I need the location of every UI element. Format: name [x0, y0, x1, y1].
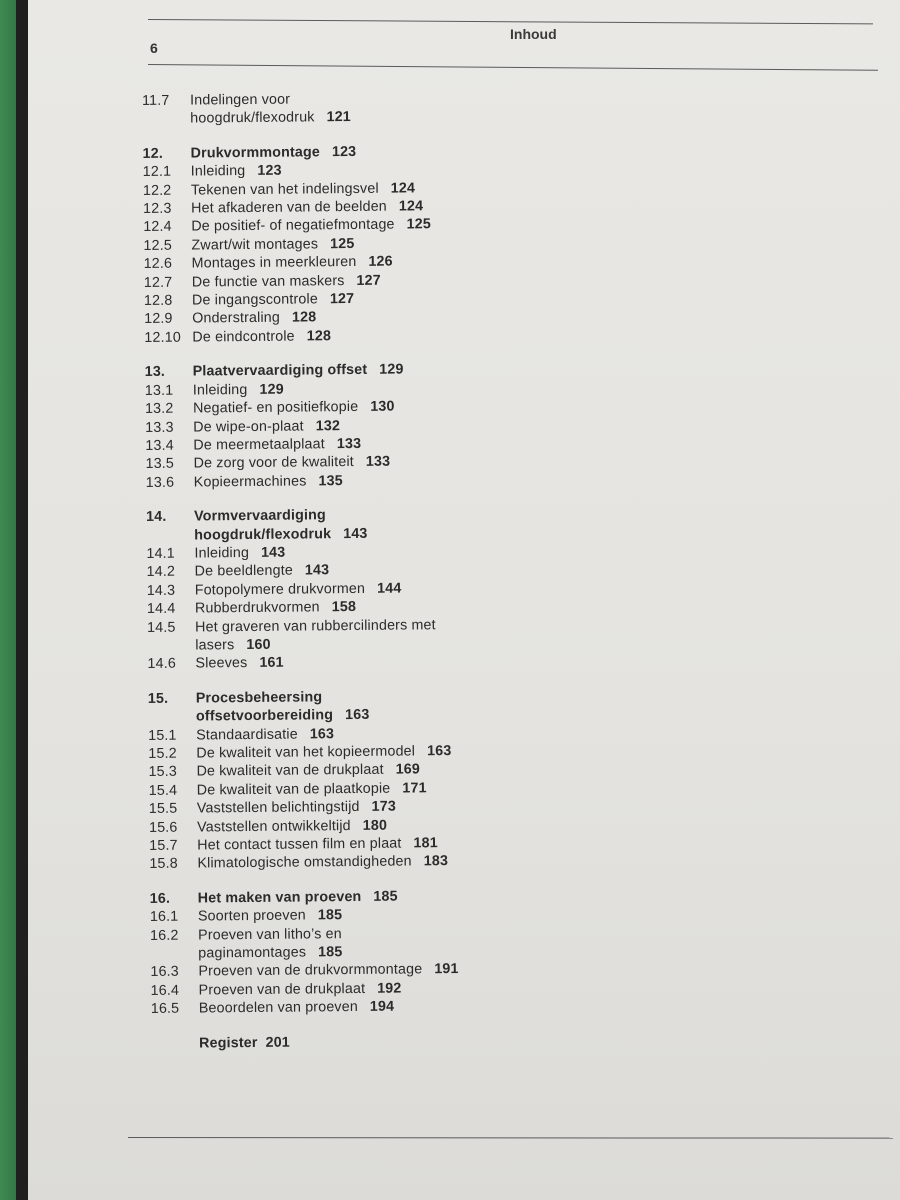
- section-number: 15.1: [148, 727, 177, 744]
- section-title: De kwaliteit van het kopieermodel: [196, 743, 416, 762]
- section-number: 13.6: [145, 474, 175, 491]
- section-number: 14.1: [146, 545, 175, 562]
- page-ref: 158: [331, 599, 357, 616]
- section-number: 15.: [147, 690, 169, 707]
- toc-entry: [142, 105, 702, 129]
- section-title: De positief- of negatiefmontage: [191, 217, 395, 235]
- page-ref: 183: [423, 853, 449, 870]
- section-title: Rubberdrukvormen: [194, 599, 320, 617]
- page-ref: 129: [379, 361, 404, 379]
- section-title: Standaardisatie: [196, 726, 298, 744]
- page-ref: 128: [306, 328, 332, 345]
- page-ref: 130: [370, 398, 395, 415]
- section-title: Fotopolymere drukvormen: [194, 580, 366, 599]
- section-title: hoogdruk/flexodruk: [190, 109, 315, 127]
- page-ref: 123: [331, 143, 357, 160]
- section-title: De zorg voor de kwaliteit: [193, 454, 354, 472]
- section-title: De functie van maskers: [191, 272, 345, 291]
- page-ref: 125: [330, 235, 355, 253]
- section-number: 15.7: [149, 837, 178, 854]
- section-title: Het contact tussen film en plaat: [197, 835, 402, 854]
- section-title: offsetvoorbereiding: [195, 707, 334, 725]
- section-number: 14.6: [147, 656, 177, 673]
- section-number: 16.5: [150, 1000, 180, 1018]
- section-title: De eindcontrole: [192, 328, 295, 346]
- section-number: 16.3: [150, 964, 179, 981]
- page-ref: 127: [356, 272, 381, 289]
- page-ref: 192: [377, 980, 402, 997]
- page-ref: 124: [390, 180, 416, 197]
- page-ref: 160: [246, 636, 271, 653]
- book-page: [28, 0, 900, 1200]
- section-number: 12.4: [143, 219, 172, 236]
- section-number: 14.3: [146, 582, 176, 599]
- section-number: 13.2: [144, 400, 174, 418]
- section-number: 15.2: [148, 745, 177, 762]
- section-title: Kopieermachines: [193, 473, 307, 491]
- page-ref: 127: [329, 291, 355, 308]
- section-title: De ingangscontrole: [191, 291, 318, 309]
- section-number: 15.6: [148, 819, 178, 836]
- section-title: Onderstraling: [192, 310, 281, 327]
- page-ref: 173: [371, 798, 396, 816]
- page-ref: 121: [326, 109, 351, 126]
- section-number: 12.3: [143, 200, 172, 218]
- page-ref: 124: [398, 198, 424, 215]
- register-entry: [151, 1029, 711, 1053]
- page-ref: 143: [304, 562, 330, 579]
- page-ref: 129: [259, 381, 284, 398]
- section-title: Klimatologische omstandigheden: [197, 853, 412, 872]
- bottom-rule: [128, 1137, 893, 1139]
- page-ref: 133: [336, 435, 362, 453]
- page-ref: 163: [309, 725, 335, 743]
- section-title: Inleiding: [190, 163, 246, 180]
- section-number: 13.3: [145, 419, 174, 436]
- section-title: Beoordelen van proeven: [198, 999, 358, 1017]
- section-number: 13.1: [144, 382, 174, 399]
- section-number: 12.10: [144, 329, 181, 346]
- section-number: 14.5: [147, 619, 176, 636]
- chapter-block: [145, 358, 706, 492]
- chapter-block: [148, 684, 710, 873]
- section-title: Vaststellen belichtingstijd: [196, 799, 360, 817]
- section-number: 12.6: [143, 255, 173, 273]
- page-ref: 125: [406, 216, 432, 233]
- table-of-contents: [142, 87, 711, 1053]
- section-number: 13.4: [145, 437, 174, 454]
- section-number: 12.9: [144, 311, 173, 328]
- section-number: 15.3: [148, 764, 178, 781]
- section-title: Vormvervaardiging: [194, 507, 326, 525]
- section-number: 15.8: [149, 856, 178, 873]
- section-title: Proeven van litho’s en: [198, 925, 342, 944]
- toc-entry: [149, 850, 709, 874]
- section-number: 13.: [144, 364, 166, 381]
- chapter-block: [142, 87, 702, 129]
- section-title: Negatief- en positiefkopie: [192, 399, 359, 417]
- section-number: [150, 945, 198, 964]
- page-ref: 143: [343, 525, 368, 542]
- section-number: 15.5: [148, 800, 178, 818]
- page-ref: 185: [318, 944, 343, 961]
- chapter-block: [146, 503, 708, 674]
- section-number: 15.4: [148, 782, 178, 799]
- page-ref: 171: [402, 780, 427, 797]
- section-number: 12.: [142, 145, 163, 162]
- section-title: Het graveren van rubbercilinders met: [195, 616, 436, 636]
- running-head: Inhoud: [510, 26, 557, 42]
- section-title: Montages in meerkleuren: [191, 254, 357, 272]
- register-label: Register: [199, 1034, 258, 1052]
- section-title: paginamontages: [198, 944, 307, 962]
- page-ref: 135: [318, 472, 343, 490]
- top-rule: [148, 19, 873, 24]
- section-title: De wipe-on-plaat: [193, 417, 304, 436]
- section-title: Sleeves: [195, 655, 248, 672]
- section-title: Plaatvervaardiging offset: [192, 362, 368, 380]
- page-ref: 194: [369, 998, 395, 1016]
- section-number: 14.: [146, 508, 167, 526]
- page-ref: 181: [413, 835, 438, 852]
- section-title: Tekenen van het indelingsvel: [190, 180, 379, 199]
- page-ref: 126: [368, 253, 393, 271]
- page-ref: 201: [265, 1034, 290, 1051]
- section-title: Proeven van de drukplaat: [198, 980, 366, 999]
- page-number: 6: [150, 40, 158, 56]
- section-number: 11.7: [142, 92, 170, 109]
- section-title: Procesbeheersing: [195, 689, 323, 707]
- section-title: Drukvormmontage: [190, 144, 321, 162]
- book-spine-shadow: [16, 0, 28, 1200]
- page-ref: 144: [377, 580, 402, 597]
- section-number: [142, 110, 190, 129]
- section-title: hoogdruk/flexodruk: [194, 525, 332, 544]
- section-number: 16.2: [150, 927, 179, 944]
- section-title: De beeldlengte: [194, 562, 293, 580]
- section-number: 12.8: [143, 292, 173, 310]
- section-number: 14.2: [146, 564, 176, 581]
- section-title: lasers: [195, 637, 235, 654]
- page-ref: 180: [362, 817, 388, 834]
- section-title: Vaststellen ontwikkeltijd: [196, 817, 351, 836]
- chapter-block: [143, 139, 705, 347]
- chapter-block: [150, 884, 711, 1018]
- section-number: [146, 526, 194, 545]
- section-title: De meermetaalplaat: [193, 436, 325, 454]
- section-number: 16.1: [149, 908, 179, 926]
- section-title: Soorten proeven: [197, 907, 306, 925]
- page-ref: 132: [315, 417, 341, 434]
- section-number: 12.1: [142, 163, 172, 181]
- section-title: Zwart/wit montages: [191, 236, 319, 254]
- section-number: 16.4: [150, 982, 180, 999]
- section-title: Proeven van de drukvormmontage: [198, 961, 423, 980]
- page-ref: 185: [317, 907, 343, 924]
- page-ref: 143: [260, 544, 286, 561]
- section-number: 13.5: [145, 456, 175, 473]
- section-number: [147, 636, 195, 655]
- page-ref: 163: [426, 743, 452, 760]
- section-number: 12.7: [143, 274, 173, 291]
- section-title: Indelingen voor: [190, 91, 291, 109]
- page-ref: 161: [259, 655, 284, 672]
- section-title: De kwaliteit van de plaatkopie: [196, 780, 391, 799]
- page-ref: 128: [291, 309, 317, 327]
- page-ref: 185: [373, 888, 398, 905]
- toc-entry: [146, 468, 706, 492]
- header-rule: [148, 64, 878, 71]
- section-number: 12.5: [143, 237, 172, 254]
- page-ref: 163: [345, 707, 370, 724]
- section-title: Het maken van proeven: [197, 888, 362, 907]
- page-ref: 123: [257, 162, 282, 180]
- section-number: 16.: [149, 890, 171, 907]
- page-ref: 133: [365, 453, 391, 471]
- section-title: Inleiding: [192, 381, 248, 399]
- section-number: 12.2: [142, 182, 172, 199]
- section-title: Inleiding: [194, 544, 250, 562]
- page-ref: 191: [434, 961, 459, 978]
- section-title: Het afkaderen van de beelden: [191, 198, 387, 217]
- page-ref: 169: [395, 761, 421, 779]
- section-number: 14.4: [146, 600, 176, 618]
- section-number: [148, 708, 196, 727]
- section-title: De kwaliteit van de drukplaat: [196, 762, 384, 780]
